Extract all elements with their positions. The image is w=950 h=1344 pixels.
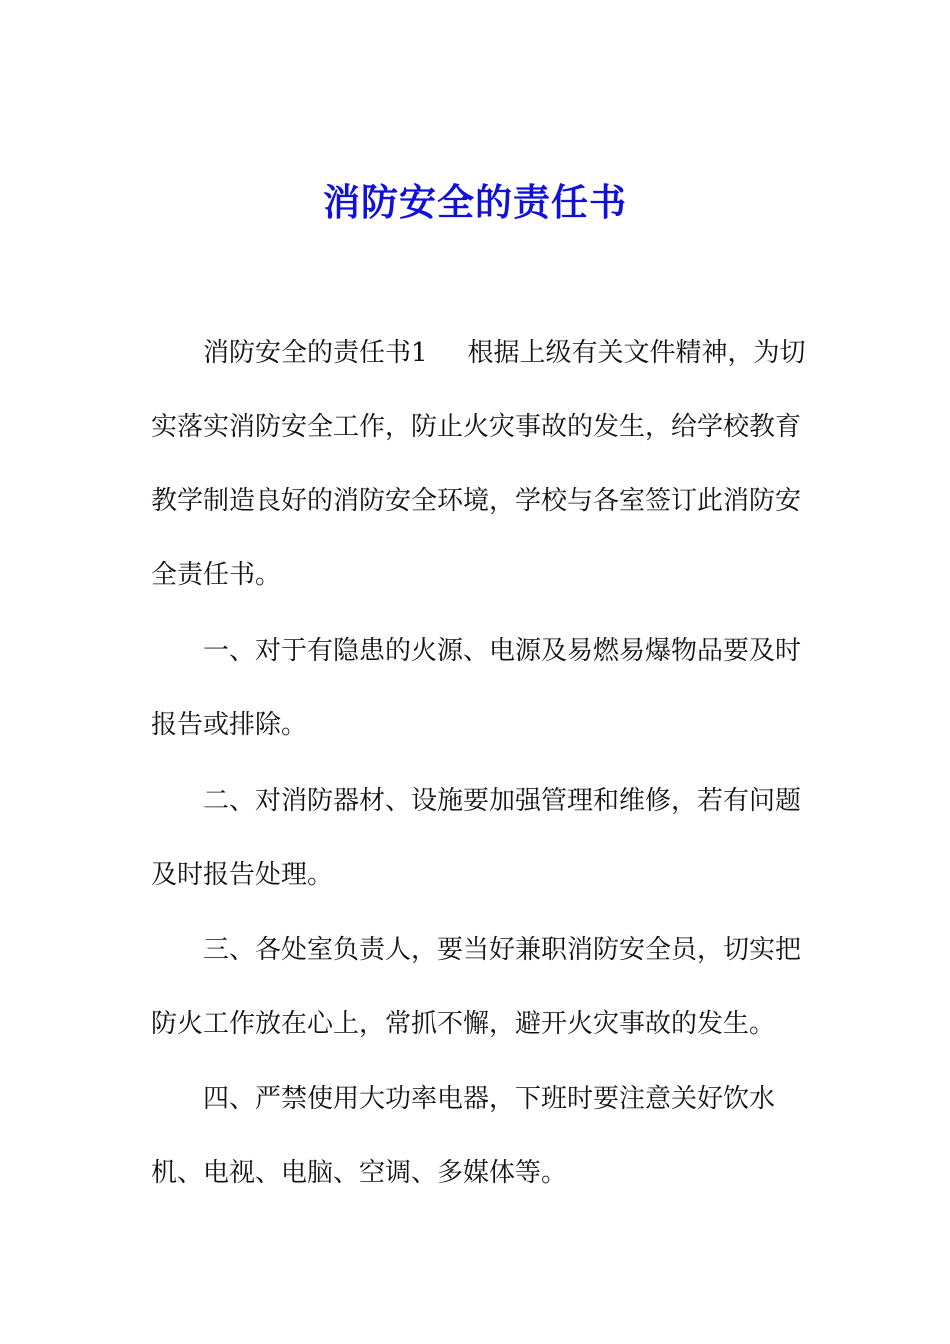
paragraph-line-7: 二、对消防器材、设施要加强管理和维修，若有问题 xyxy=(203,786,802,816)
paragraph-line-4: 全责任书。 xyxy=(151,560,282,590)
paragraph-line-6: 报告或排除。 xyxy=(151,710,308,740)
document-title: 消防安全的责任书 xyxy=(323,181,627,224)
section-heading: 消防安全的责任书1 xyxy=(203,338,428,368)
paragraph-line-8: 及时报告处理。 xyxy=(151,860,334,890)
paragraph-line-10: 防火工作放在心上，常抓不懈，避开火灾事故的发生。 xyxy=(151,1009,776,1039)
paragraph-line-11: 四、严禁使用大功率电器，下班时要注意关好饮水 xyxy=(203,1084,776,1114)
paragraph-line-1 xyxy=(203,336,806,370)
paragraph-line-12: 机、电视、电脑、空调、多媒体等。 xyxy=(151,1158,568,1188)
paragraph-text: 根据上级有关文件精神，为切 xyxy=(467,338,806,368)
paragraph-line-9: 三、各处室负责人，要当好兼职消防安全员，切实把 xyxy=(203,935,802,965)
paragraph-line-3: 教学制造良好的消防安全环境，学校与各室签订此消防安 xyxy=(151,486,802,516)
paragraph-line-5: 一、对于有隐患的火源、电源及易燃易爆物品要及时 xyxy=(203,636,802,666)
paragraph-line-2: 实落实消防安全工作，防止火灾事故的发生，给学校教育 xyxy=(151,412,802,442)
